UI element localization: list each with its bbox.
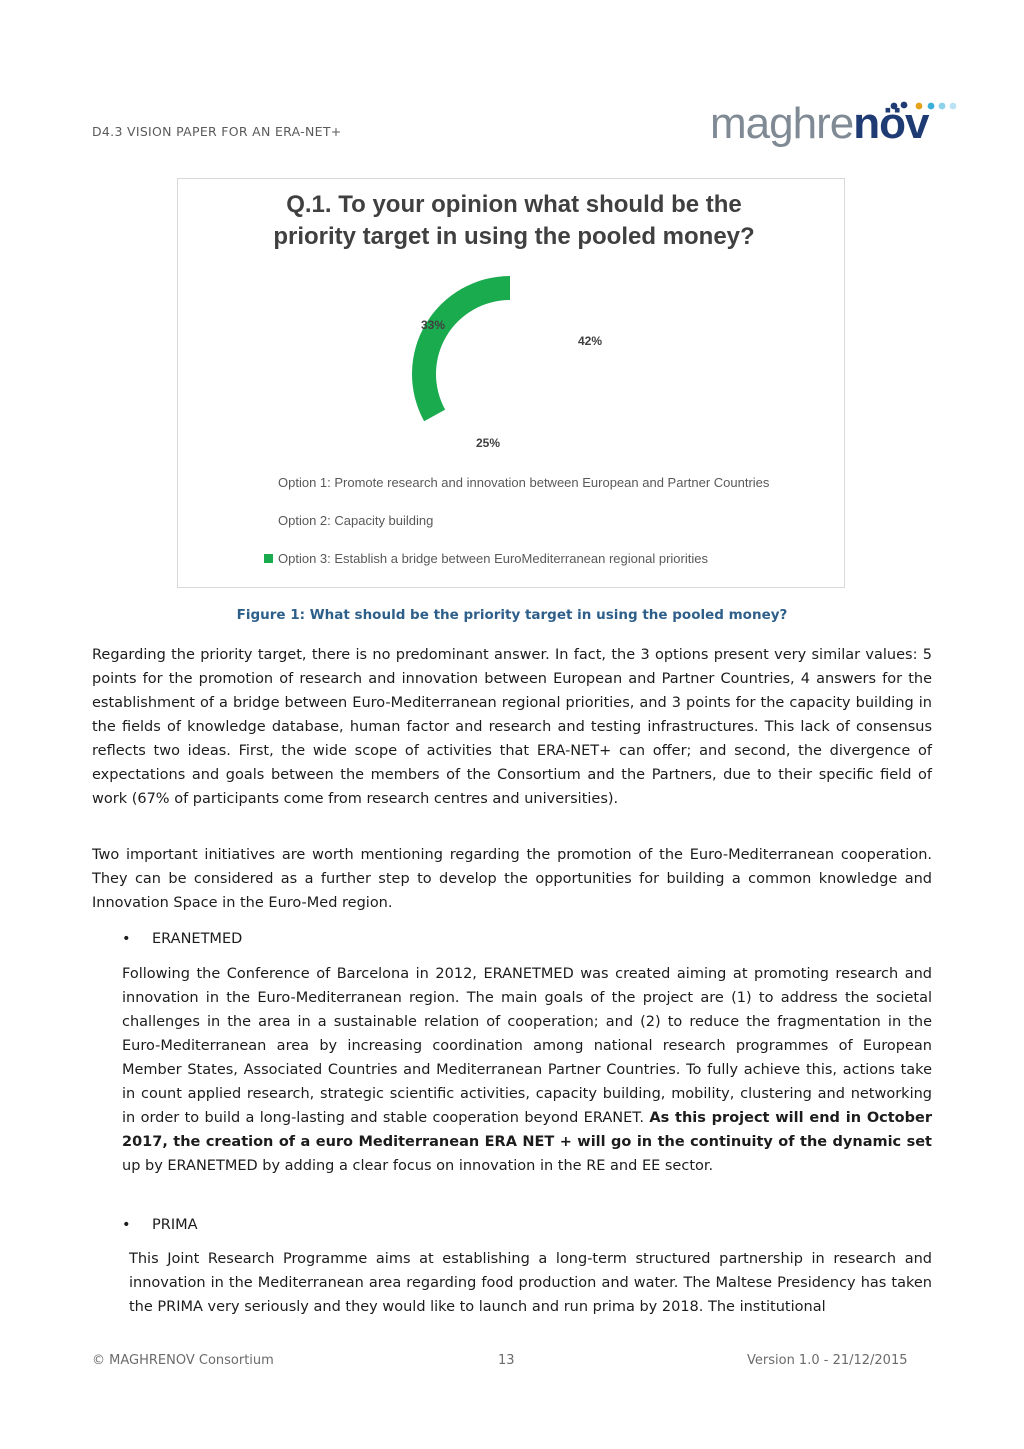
- legend-item: [264, 551, 834, 589]
- logo-dot: [928, 103, 935, 110]
- data-label: 33%: [420, 318, 446, 332]
- bullet-icon: •: [122, 1217, 131, 1233]
- legend-swatch: [264, 478, 273, 487]
- paragraph-bold-text: As this project will end in October 2017, the creation of a euro Mediterranean ERA NET + will go in the continuity of the dynamic set: [122, 1110, 932, 1150]
- legend-item: [264, 513, 834, 551]
- pie-slice: [412, 276, 510, 421]
- pie-slice: [510, 276, 608, 460]
- bullet-item: [122, 927, 242, 951]
- paragraph-text: up by ERANETMED by adding a clear focus on innovation in the RE and EE sector.: [122, 1158, 714, 1174]
- data-label: 25%: [475, 436, 501, 450]
- body-paragraph: Two important initiatives are worth mentioning regarding the promotion of the Euro-Mediterranean cooperation. They can be considered as a further step to develop the opportunities for building a common knowledge and Innovation Space in the Euro-Med region.: [92, 847, 932, 911]
- logo-dot: [950, 103, 957, 110]
- figure-caption: Figure 1: What should be the priority target in using the pooled money?: [236, 607, 788, 623]
- legend-item: [264, 475, 834, 513]
- legend-label: Option 2: Capacity building: [278, 513, 434, 528]
- legend-label: Option 1: Promote research and innovation between European and Partner Countries: [278, 475, 770, 490]
- footer-copyright: © MAGHRENOV Consortium: [92, 1353, 274, 1368]
- body-paragraph: This Joint Research Programme aims at establishing a long-term structured partnership in research and innovation in the Mediterranean area regarding food production and water. The Maltese Presidency has taken the PRIMA very seriously and they would like to launch and run prima by 2018. The institutional: [129, 1251, 932, 1315]
- body-paragraph: [122, 962, 932, 1178]
- maghrenov-logo: [710, 96, 960, 158]
- paragraph-text: Following the Conference of Barcelona in 2012, ERANETMED was created aiming at promoting research and innovation in the Euro-Mediterranean region. The main goals of the project are (1) to address the societal challenges in the area in a sustainable relation of cooperation; and (2) to reduce the fragmentation in the Euro-Mediterranean area by increasing coordination among national research programmes of European Member States, Associated Countries and Mediterranean Partner Countries. To fully achieve this, actions take in count applied research, strategic scientific activities, capacity building, mobility, clustering and networking in order to build a long-lasting and stable cooperation beyond ERANET.: [122, 966, 932, 1126]
- legend-label: Option 3: Establish a bridge between EuroMediterranean regional priorities: [278, 551, 708, 566]
- document-title: D4.3 VISION PAPER FOR AN ERA-NET+: [92, 124, 342, 139]
- logo-text: maghrenöv: [710, 99, 929, 148]
- body-paragraph: Regarding the priority target, there is no predominant answer. In fact, the 3 options present very similar values: 5 points for the promotion of research and innovation between European and Partner Countries, 4 answers for the establishment of a bridge between Euro-Mediterranean regional priorities, and 3 points for the capacity building in the fields of knowledge database, human factor and research and testing infrastructures. This lack of consensus reflects two ideas. First, the wide scope of activities that ERA-NET+ can offer; and second, the divergence of expectations and goals between the members of the Consortium and the Partners, due to their specific field of work (67% of participants come from research centres and universities).: [92, 647, 932, 807]
- bullet-label: ERANETMED: [152, 931, 243, 947]
- bullet-icon: •: [122, 931, 131, 947]
- bullet-item: [122, 1213, 198, 1237]
- chart-title-line: priority target in using the pooled money?: [273, 223, 755, 250]
- footer-version: Version 1.0 - 21/12/2015: [747, 1353, 908, 1368]
- bullet-label: PRIMA: [152, 1217, 198, 1233]
- chart-legend: [264, 475, 834, 589]
- logo-dot: [939, 103, 946, 110]
- data-label: 42%: [577, 334, 603, 348]
- legend-swatch: [264, 554, 273, 563]
- legend-swatch: [264, 516, 273, 525]
- chart-title-line: Q.1. To your opinion what should be the: [286, 191, 742, 218]
- page-number: 13: [498, 1353, 515, 1368]
- pie-chart-figure: [177, 178, 845, 588]
